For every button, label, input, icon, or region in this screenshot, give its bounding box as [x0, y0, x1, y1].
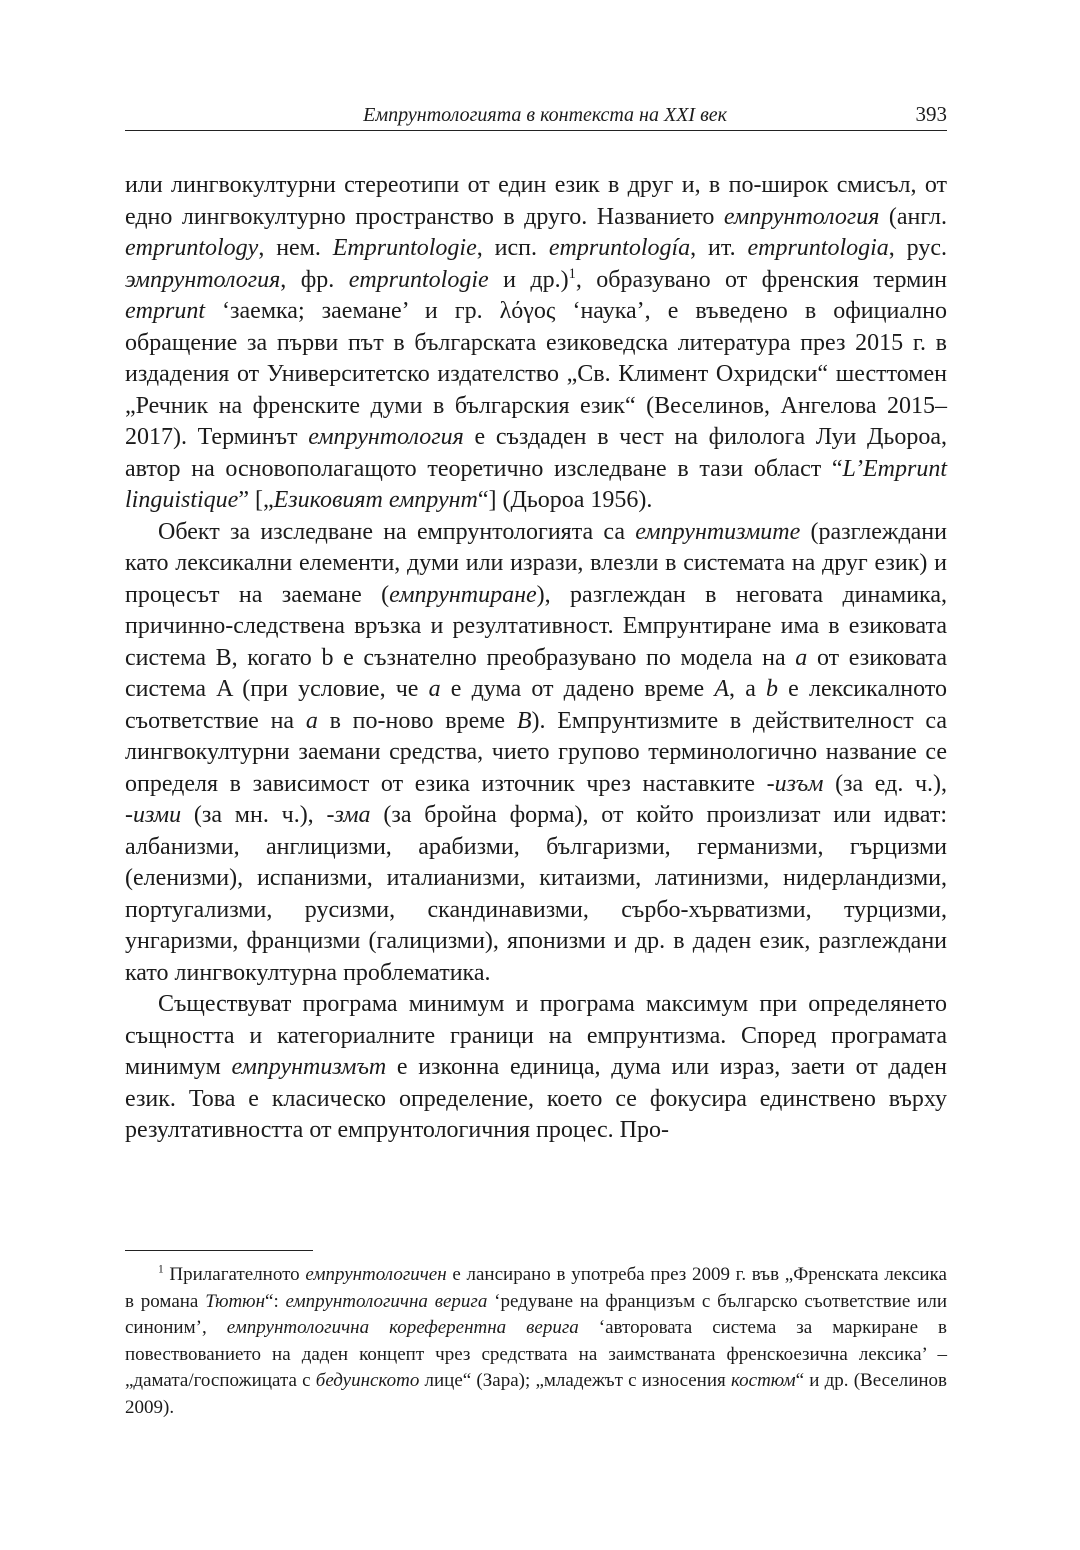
text-run: “ и др. (Веселинов 2009).	[125, 1370, 948, 1418]
text-run: ” [„	[238, 487, 274, 513]
italic-term: -изъм	[766, 770, 824, 797]
italic-term: a	[795, 644, 808, 671]
italic-term: бедуинското	[315, 1370, 420, 1391]
text-run: от езиковата система A (при условие, че	[125, 644, 947, 702]
italic-term: emprunt	[125, 298, 205, 324]
page-number: 393	[915, 102, 947, 126]
text-run: е лансирано в употреба през 2009 г. във „Френската лексика в романа	[125, 1264, 947, 1312]
text-run: (за ед. ч.),	[823, 770, 948, 797]
italic-term: эмпрунтология	[125, 266, 281, 293]
text-run: ‘заемка; заемане’ и гр. λόγος ‘наука’, е въведено в официално обращение за първи път в българската езиковедска литература през 2015 г. в издадения от Университетско издателство „Св. Климент Охридски“ шесттомен „Речник на френските думи в българския език“ (Веселинов, Ангелова 2015–2017). Терминът	[125, 298, 947, 450]
text-run: , исп.	[476, 235, 549, 261]
footnote-marker: 1	[158, 1263, 164, 1276]
text-run: “] (Дьороа 1956).	[477, 487, 653, 513]
italic-term: empruntología	[548, 235, 691, 261]
text-run: ), разглеждан в неговата динамика, причинно-следствена връзка и резултативност. Емпрунтиране има в езиковата система B, когато b е съзнателно преобразувано по модела на	[125, 581, 947, 671]
text-run: (разглеждани като лексикални елементи, думи или изрази, влезли в системата на друг език) и процесът на заемане (	[125, 518, 947, 608]
paragraph-3	[125, 989, 947, 1147]
text-run: ). Емпрунтизмите в действителност са лингвокултурни заемани средства, чието групово терминологично название се определя в зависимост от езика източник чрез наставките	[125, 707, 947, 797]
text-run: е лексикалното съответствие на	[125, 676, 947, 734]
footnote-divider	[125, 1250, 313, 1251]
text-run: (англ.	[879, 203, 947, 230]
text-run: , образувано от френския термин	[575, 266, 947, 293]
text-run: , нем.	[258, 235, 333, 261]
italic-term: empruntology	[125, 235, 259, 261]
text-run: в по-ново време	[317, 707, 517, 734]
paragraph-2	[125, 517, 947, 990]
italic-term: b	[766, 676, 778, 702]
italic-term: -зма	[326, 802, 371, 828]
italic-term: емпрунтологична верига	[285, 1290, 488, 1312]
italic-term: емпрунтология	[723, 203, 880, 230]
text-run: , фр.	[280, 266, 349, 293]
text-run: , а	[729, 676, 766, 702]
text-run: и др.)	[488, 266, 569, 293]
italic-term: empruntologie	[348, 266, 489, 293]
text-run: ‘авторовата система за маркиране в повествованието на даден концепт чрез средствата на заимстваната френскоезична лексика’ – „дамата/госпожицата с	[125, 1317, 947, 1391]
text-run: , рус.	[888, 235, 947, 261]
text-run: , ит.	[690, 235, 748, 261]
footnote-1	[125, 1262, 947, 1421]
italic-term: емпрунтологична кореферентна верига	[226, 1317, 579, 1338]
italic-term: B	[516, 707, 532, 734]
text-run: Обект за изследване на емпрунтологията са	[158, 518, 636, 545]
italic-term: емпрунтология	[308, 424, 464, 450]
italic-term: a	[428, 676, 441, 702]
text-run: лице“ (Зара); „младежът с износения	[419, 1370, 731, 1391]
italic-term: емпрунтологичен	[305, 1264, 447, 1285]
italic-term: empruntologia	[747, 235, 889, 261]
italic-term: Тютюн	[205, 1290, 266, 1312]
text-run: ‘редуване на францизъм с българско съответствие или синоним’,	[125, 1290, 947, 1338]
italic-term: емпрунтизмите	[635, 518, 801, 545]
text-run: Прилагателното	[163, 1264, 306, 1285]
italic-term: Empruntologie	[332, 235, 477, 261]
running-title: Емпрунтологията в контекста на XXI век	[363, 104, 727, 126]
text-run: (за бройна форма), от който произлизат или идват: албанизми, англицизми, арабизми, българизми, германизми, гърцизми (еленизми), испанизми, италианизми, китаизми, латинизми, нидерландизми, португализми, русизми, скандинавизми, сърбо-хърватизми, турцизми, унгаризми, францизми (галицизми), японизми и др. в даден език, разглеждани като лингвокултурна проблематика.	[125, 802, 947, 986]
text-run: е дума от дадено време	[440, 676, 715, 702]
text-run: е изконна единица, дума или израз, заети от даден език. Това е класическо определение, което се фокусира единствено върху резултативността от емпрунтологичния процес. Про-	[125, 1054, 947, 1143]
text-run: или лингвокултурни стереотипи от един език в друг и, в по-широк смисъл, от едно лингвокултурно пространство в друго. Названието	[125, 172, 947, 230]
italic-term: емпрунтизмът	[231, 1054, 387, 1080]
text-run: Съществуват програма минимум и програма максимум при определянето същността и категориалните граници на емпрунтизма. Според програмата минимум	[125, 991, 947, 1080]
italic-term: Езиковият емпрунт	[273, 487, 478, 513]
paragraph-1	[125, 170, 947, 517]
italic-term: A	[714, 676, 730, 702]
italic-term: a	[305, 707, 318, 734]
text-run: “:	[265, 1290, 286, 1312]
running-header	[125, 100, 947, 131]
text-run: (за мн. ч.),	[181, 802, 327, 828]
footnote-reference[interactable]: 1	[568, 265, 576, 282]
italic-term: костюм	[730, 1370, 796, 1391]
italic-term: L’Emprunt linguistique	[125, 455, 947, 513]
italic-term: -изми	[125, 802, 182, 828]
italic-term: емпрунтиране	[389, 581, 537, 608]
main-text	[125, 170, 947, 1147]
text-run: е създаден в чест на филолога Луи Дьороа, автор на основополагащото теоретично изследване в тази област “	[125, 424, 947, 482]
